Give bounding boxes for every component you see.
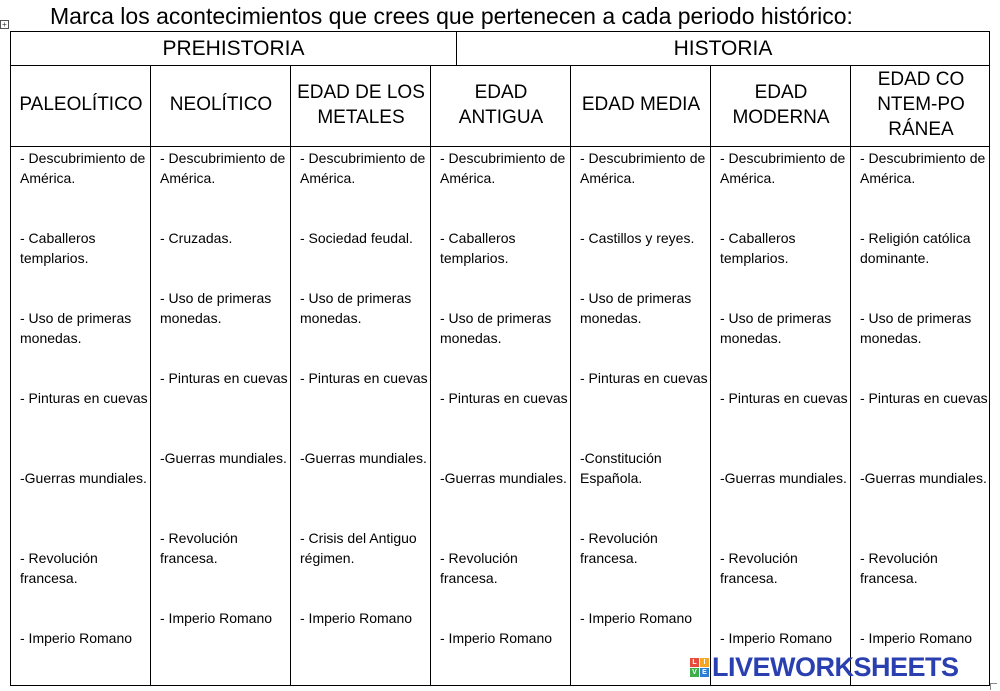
- list-item[interactable]: - Imperio Romano: [580, 610, 693, 626]
- column-header-label: PALEOLÍTICO: [19, 94, 143, 116]
- list-item[interactable]: - Revolución francesa.: [580, 530, 658, 566]
- liveworksheets-logo-icon: [690, 658, 709, 677]
- list-item[interactable]: - Descubrimiento de América.: [440, 150, 566, 186]
- list-item[interactable]: - Revolución francesa.: [440, 550, 518, 586]
- list-item[interactable]: - Cruzadas.: [160, 230, 233, 246]
- column-header-edad-contemporanea: [851, 65, 991, 146]
- list-item[interactable]: - Imperio Romano: [860, 630, 973, 646]
- list-item[interactable]: - Caballeros templarios.: [720, 230, 796, 266]
- logo-mark-letter: V: [690, 668, 699, 677]
- list-item[interactable]: - Uso de primeras monedas.: [720, 310, 832, 346]
- list-item[interactable]: - Religión católica dominante.: [860, 230, 971, 266]
- list-item[interactable]: - Castillos y reyes.: [580, 230, 695, 246]
- worksheet-title: Marca los acontecimientos que crees que pertenecen a cada periodo histórico:: [50, 3, 853, 29]
- list-item[interactable]: - Crisis del Antiguo régimen.: [300, 530, 417, 566]
- resize-corner-icon: [990, 683, 997, 690]
- list-item[interactable]: - Uso de primeras monedas.: [20, 310, 132, 346]
- list-item[interactable]: - Pinturas en cuevas: [160, 370, 288, 386]
- column-header-label: NEOLÍTICO: [169, 94, 273, 116]
- list-item[interactable]: -Guerras mundiales.: [860, 470, 987, 486]
- list-item[interactable]: -Guerras mundiales.: [300, 450, 427, 466]
- column-header-label: EDAD CONTEM-PORÁNEA: [877, 69, 965, 140]
- group-header-prehistoria: PREHISTORIA: [162, 37, 305, 60]
- list-item[interactable]: - Sociedad feudal.: [300, 230, 413, 246]
- list-item[interactable]: - Caballeros templarios.: [440, 230, 516, 266]
- column-header-edad-antigua: [431, 65, 571, 146]
- list-item[interactable]: - Revolución francesa.: [20, 550, 98, 586]
- table-move-handle-icon[interactable]: +: [0, 20, 9, 29]
- column-header-label: EDAD MEDIA: [581, 94, 701, 116]
- list-item[interactable]: -Guerras mundiales.: [720, 470, 847, 486]
- list-item[interactable]: - Descubrimiento de América.: [20, 150, 146, 186]
- list-item[interactable]: - Descubrimiento de América.: [300, 150, 426, 186]
- list-item[interactable]: - Revolución francesa.: [160, 530, 238, 566]
- column-header-edad-moderna: [711, 65, 851, 146]
- list-item[interactable]: - Descubrimiento de América.: [720, 150, 846, 186]
- list-item[interactable]: - Uso de primeras monedas.: [300, 290, 412, 326]
- list-item[interactable]: - Pinturas en cuevas: [300, 370, 428, 386]
- column-header-edad-media: [571, 65, 711, 146]
- column-header-paleolitico: [11, 65, 151, 146]
- list-item[interactable]: - Revolución francesa.: [720, 550, 798, 586]
- history-table: [10, 31, 990, 686]
- column-header-label: EDAD MODERNA: [732, 81, 830, 128]
- list-item[interactable]: - Descubrimiento de América.: [860, 150, 986, 186]
- list-item[interactable]: - Imperio Romano: [440, 630, 553, 646]
- liveworksheets-logo-text: LIVEWORKSHEETS: [712, 651, 959, 682]
- column-header-divider: [11, 146, 989, 147]
- logo-mark-letter: E: [700, 668, 709, 677]
- list-item[interactable]: -Guerras mundiales.: [20, 470, 147, 486]
- liveworksheets-logo: [690, 653, 959, 681]
- list-item[interactable]: - Imperio Romano: [720, 630, 833, 646]
- list-item[interactable]: - Pinturas en cuevas: [440, 390, 568, 406]
- list-item[interactable]: - Uso de primeras monedas.: [860, 310, 972, 346]
- list-item[interactable]: - Pinturas en cuevas: [720, 390, 848, 406]
- column-header-label: EDAD ANTIGUA: [458, 81, 544, 128]
- list-item[interactable]: - Caballeros templarios.: [20, 230, 96, 266]
- logo-mark-letter: L: [690, 658, 699, 667]
- column-header-edad-metales: [291, 65, 431, 146]
- list-item[interactable]: -Guerras mundiales.: [440, 470, 567, 486]
- list-item[interactable]: -Constitución Española.: [580, 450, 662, 486]
- list-item[interactable]: - Uso de primeras monedas.: [580, 290, 692, 326]
- list-item[interactable]: - Descubrimiento de América.: [580, 150, 706, 186]
- list-item[interactable]: - Imperio Romano: [160, 610, 273, 626]
- list-item[interactable]: - Pinturas en cuevas: [20, 390, 148, 406]
- list-item[interactable]: -Guerras mundiales.: [160, 450, 287, 466]
- list-item[interactable]: - Pinturas en cuevas: [580, 370, 708, 386]
- list-item[interactable]: - Imperio Romano: [20, 630, 133, 646]
- group-header-historia: HISTORIA: [673, 37, 773, 60]
- column-header-label: EDAD DE LOS METALES: [297, 81, 425, 128]
- logo-mark-letter: I: [700, 658, 709, 667]
- list-item[interactable]: - Pinturas en cuevas: [860, 390, 988, 406]
- list-item[interactable]: - Uso de primeras monedas.: [160, 290, 272, 326]
- list-item[interactable]: - Imperio Romano: [300, 610, 413, 626]
- list-item[interactable]: - Uso de primeras monedas.: [440, 310, 552, 346]
- column-header-neolitico: [151, 65, 291, 146]
- list-item[interactable]: - Descubrimiento de América.: [160, 150, 286, 186]
- list-item[interactable]: - Revolución francesa.: [860, 550, 938, 586]
